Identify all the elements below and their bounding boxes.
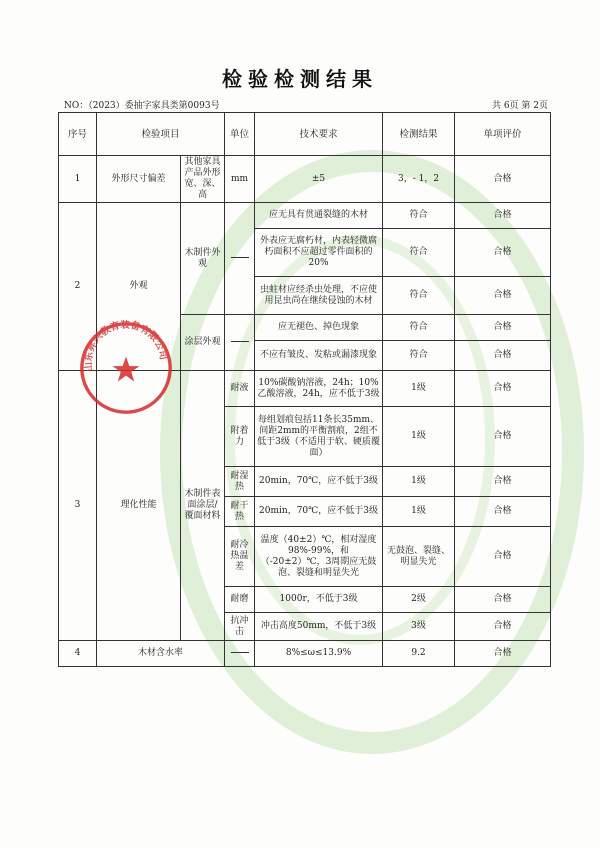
row-eval: 合格 [455, 467, 551, 497]
table-row [59, 641, 551, 667]
row-sub-item: 耐磨 [225, 587, 255, 613]
row-sub-item: 抗冲击 [225, 613, 255, 641]
row-result: 9.2 [383, 641, 455, 667]
row-unit: mm [225, 156, 255, 203]
header-item: 检验项目 [97, 113, 225, 156]
results-table [58, 112, 551, 667]
row-eval: 合格 [455, 371, 551, 407]
header-eval: 单项评价 [455, 113, 551, 156]
row-req: 虫蛀材应经杀虫处理，不应使用昆虫尚在继续侵蚀的木材 [255, 277, 383, 315]
row-result: 符合 [383, 341, 455, 371]
row-req: 20min，70℃，应不低于3级 [255, 467, 383, 497]
row-req: ±5 [255, 156, 383, 203]
row-sub-item: 附着力 [225, 407, 255, 467]
row-eval: 合格 [455, 203, 551, 229]
row-result: 1级 [383, 497, 455, 527]
row-result: 符合 [383, 229, 455, 277]
row-eval: 合格 [455, 315, 551, 341]
row-eval: 合格 [455, 641, 551, 667]
row-item: 外形尺寸偏差 [97, 156, 181, 203]
row-result: 3级 [383, 613, 455, 641]
row-eval: 合格 [455, 407, 551, 467]
row-eval: 合格 [455, 527, 551, 587]
header-row [59, 113, 551, 156]
row-result: 符合 [383, 277, 455, 315]
row-req: 温度（40±2）℃，相对湿度98%-99%，和（-20±2）℃，3周期应无鼓泡、裂缝和明显失光 [255, 527, 383, 587]
row-eval: 合格 [455, 229, 551, 277]
row-sub-item: 耐干热 [225, 497, 255, 527]
row-eval: 合格 [455, 497, 551, 527]
row-result: 1级 [383, 467, 455, 497]
row-req: 10%碳酸钠溶液，24h；10%乙酸溶液，24h，应不低于3级 [255, 371, 383, 407]
row-result: 1级 [383, 371, 455, 407]
row-sub-item: 耐液 [225, 371, 255, 407]
row-result: 无鼓泡、裂缝、明显失光 [383, 527, 455, 587]
row-sub-item: 耐冷热温差 [225, 527, 255, 587]
seal-text: 山东昇兴教育装备有限公司 [83, 320, 169, 373]
row-unit-dash [225, 641, 255, 667]
row-eval: 合格 [455, 341, 551, 371]
row-result: 1级 [383, 407, 455, 467]
row-group: 木制件表面涂层/覆面材料 [181, 371, 225, 641]
header-result: 检测结果 [383, 113, 455, 156]
row-no: 4 [59, 641, 97, 667]
row-result: 符合 [383, 315, 455, 341]
page-info: 共 6页 第 2页 [491, 101, 548, 111]
row-result: 符合 [383, 203, 455, 229]
row-sub-item: 耐湿热 [225, 467, 255, 497]
table-row [59, 156, 551, 203]
header-req: 技术要求 [255, 113, 383, 156]
row-req: 20min，70℃，应不低于3级 [255, 497, 383, 527]
row-sub-item: 其他家具产品外形宽、深、高 [181, 156, 225, 203]
row-group: 涂层外观 [181, 315, 225, 371]
row-no: 1 [59, 156, 97, 203]
row-result: 2级 [383, 587, 455, 613]
row-req: 应无褪色、掉色现象 [255, 315, 383, 341]
row-req: 冲击高度50mm，不低于3级 [255, 613, 383, 641]
header-unit: 单位 [225, 113, 255, 156]
row-eval: 合格 [455, 277, 551, 315]
row-eval: 合格 [455, 613, 551, 641]
row-req: 外表应无腐朽材，内表轻微腐朽面积不应超过零件面积的20% [255, 229, 383, 277]
report-number: NO：（2023）委抽字家具类第0093号 [64, 101, 220, 111]
header-no: 序号 [59, 113, 97, 156]
row-no: 3 [59, 371, 97, 641]
row-unit-dash [225, 203, 255, 315]
row-req: 应无具有贯通裂缝的木材 [255, 203, 383, 229]
row-unit-dash [225, 315, 255, 371]
page-title: 检验检测结果 [222, 67, 378, 91]
row-eval: 合格 [455, 156, 551, 203]
row-req: 1000r，不低于3级 [255, 587, 383, 613]
row-result: 3，- 1，2 [383, 156, 455, 203]
row-req: 每组划痕包括11条长35mm、间距2mm的平衡割痕，2组不低于3级（不适用于软、硬质覆面） [255, 407, 383, 467]
table-row [59, 371, 551, 407]
row-req: 8%≤ω≤13.9% [255, 641, 383, 667]
row-item: 外观 [97, 203, 181, 371]
row-item: 木材含水率 [97, 641, 225, 667]
row-group: 木制件外观 [181, 203, 225, 315]
row-req: 不应有皱皮、发粘或漏漆现象 [255, 341, 383, 371]
row-no: 2 [59, 203, 97, 371]
row-eval: 合格 [455, 587, 551, 613]
table-row [59, 203, 551, 229]
row-item: 理化性能 [97, 371, 181, 641]
